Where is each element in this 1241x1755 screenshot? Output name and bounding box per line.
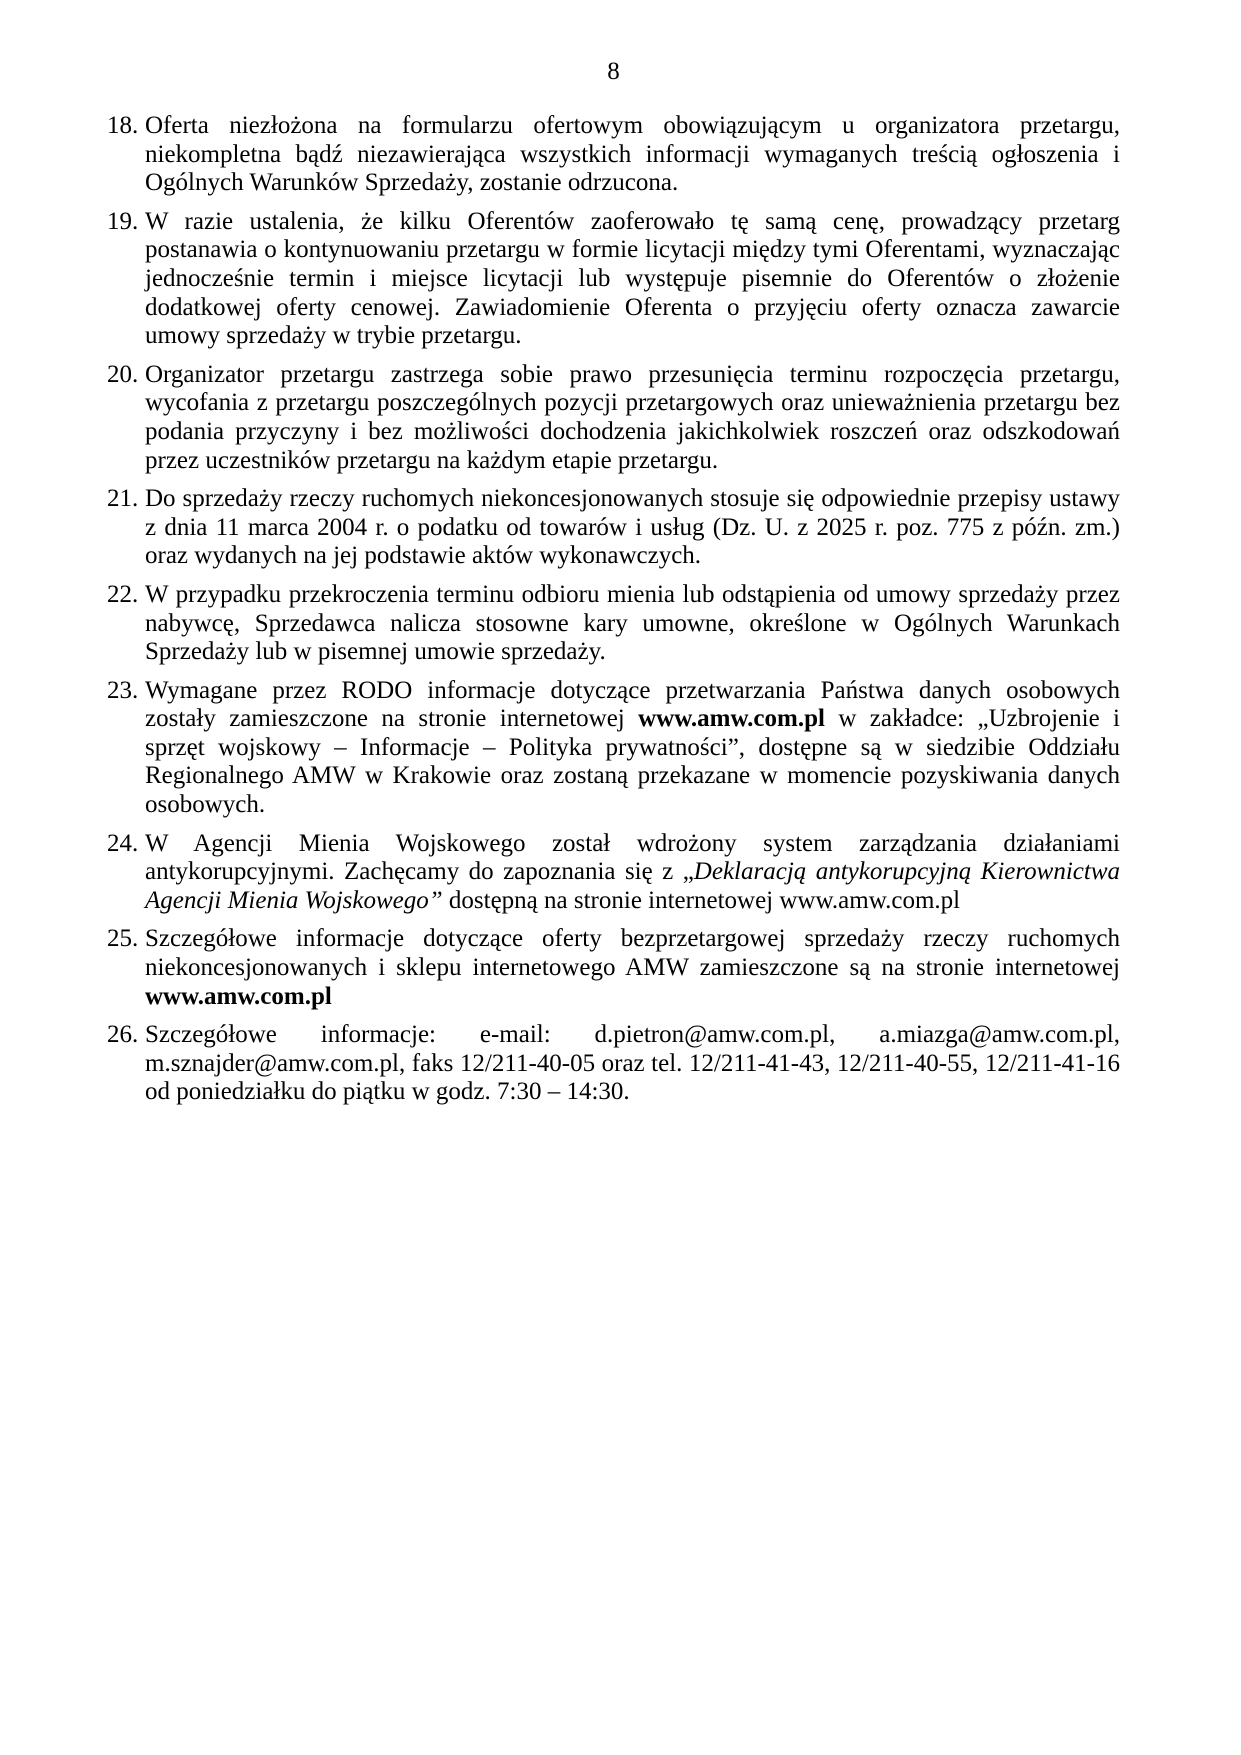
item-number: 20. [107, 360, 139, 388]
list-item-23 [107, 677, 1120, 820]
numbered-list [107, 112, 1120, 1107]
item-text: Szczegółowe informacje: e-mail: d.pietron@amw.com.pl, a.miazga@amw.com.pl, m.sznajder@amw.com.pl, faks 12/211-40-05 oraz tel. 12/211-41-43, 12/211-40-55, 12/211-41-16 od poniedziałku do piątku w godz. 7:30 – 14:30. [145, 1021, 1120, 1106]
item-text: Oferta niezłożona na formularzu ofertowym obowiązującym u organizatora przetargu, niekompletna bądź niezawierająca wszystkich informacji wymaganych treścią ogłoszenia i Ogólnych Warunków Sprzedaży, zostanie odrzucona. [145, 112, 1120, 197]
item-text-website-bold: www.amw.com.pl [638, 705, 825, 733]
item-text: W razie ustalenia, że kilku Oferentów zaoferowało tę samą cenę, prowadzący przetarg postanawia o kontynuowaniu przetargu w formie licytacji między tymi Oferentami, wyznaczając jednocześnie termin i miejsce licytacji lub występuje pisemnie do Oferentów o złożenie dodatkowej oferty cenowej. Zawiadomienie Oferenta o przyjęciu oferty oznacza zawarcie umowy sprzedaży w trybie przetargu. [145, 207, 1120, 350]
list-item-19 [107, 208, 1120, 351]
page-number: 8 [607, 58, 620, 85]
item-text-declaration-italic: Deklaracją antykorupcyjną Kierownictwa Agencji Mienia Wojskowego” [145, 858, 1121, 914]
item-text: Organizator przetargu zastrzega sobie prawo przesunięcia terminu rozpoczęcia przetargu, wycofania z przetargu poszczególnych pozycji przetargowych oraz unieważnienia przetargu bez podania przyczyny i bez możliwości dochodzenia jakichkolwiek roszczeń oraz odszkodowań przez uczestników przetargu na każdym etapie przetargu. [145, 360, 1120, 474]
item-number: 25. [107, 925, 139, 953]
item-number: 19. [107, 207, 139, 235]
page-content [107, 58, 1120, 1117]
item-text: dostępną na stronie internetowej www.amw.com.pl [442, 886, 961, 914]
item-text: Szczegółowe informacje dotyczące oferty bezprzetargowej sprzedaży rzeczy ruchomych niekoncesjonowanych i sklepu internetowego AMW zamieszczone są na stronie internetowej [145, 925, 1120, 982]
list-item-22 [107, 581, 1120, 667]
list-item-20 [107, 361, 1120, 475]
item-text: W przypadku przekroczenia terminu odbioru mienia lub odstąpienia od umowy sprzedaży przez nabywcę, Sprzedawca nalicza stosowne kary umowne, określone w Ogólnych Warunkach Sprzedaży lub w pisemnej umowie sprzedaży. [145, 580, 1120, 666]
item-text: W Agencji Mienia Wojskowego został wdrożony system zarządzania działaniami antykorupcyjnymi. Zachęcamy do zapoznania się z „ [145, 829, 1120, 886]
list-item-18 [107, 112, 1120, 198]
item-text: w zakładce: „Uzbrojenie i sprzęt wojskowy – Informacje – Polityka prywatności”, dostępne są w siedzibie Oddziału Regionalnego AMW w Krakowie oraz zostaną przekazane w momencie pozyskiwania danych osobowych. [145, 705, 1121, 819]
item-number: 21. [107, 485, 139, 513]
item-text: Wymagane przez RODO informacje dotyczące przetwarzania Państwa danych osobowych zostały zamieszczone na stronie internetowej [145, 676, 1120, 733]
list-item-26 [107, 1021, 1120, 1107]
item-number: 22. [107, 580, 139, 608]
item-number: 23. [107, 676, 139, 704]
list-item-21 [107, 485, 1120, 571]
item-number: 24. [107, 829, 139, 857]
item-number: 26. [107, 1021, 139, 1049]
item-number: 18. [107, 112, 139, 139]
list-item-24 [107, 830, 1120, 916]
item-text-website-bold: www.amw.com.pl [145, 982, 332, 1010]
item-text: Do sprzedaży rzeczy ruchomych niekoncesjonowanych stosuje się odpowiednie przepisy ustawy z dnia 11 marca 2004 r. o podatku od towarów i usług (Dz. U. z 2025 r. poz. 775 z późn. zm.) oraz wydanych na jej podstawie aktów wykonawczych. [145, 485, 1120, 570]
list-item-25 [107, 925, 1120, 1011]
